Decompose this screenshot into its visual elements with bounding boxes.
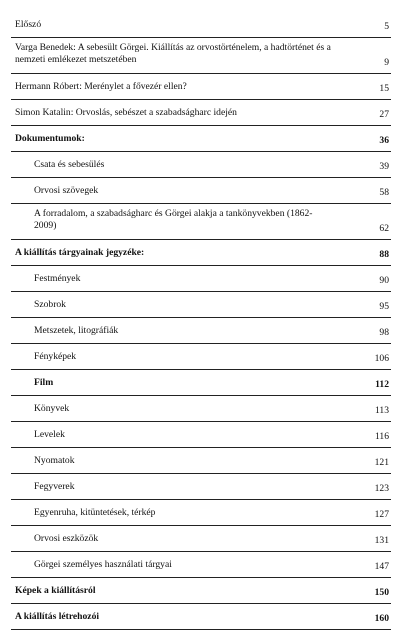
- toc-entry-page: 106: [374, 353, 389, 364]
- toc-entry-simon-katalin: [11, 100, 391, 126]
- toc-entry-page: 98: [379, 327, 389, 338]
- toc-subentry-festmenyek: [11, 266, 391, 292]
- toc-subentry-levelek: [11, 422, 391, 448]
- toc-entry-page: 62: [379, 223, 389, 234]
- toc-section-page: 160: [374, 613, 389, 624]
- toc-subentry-orvosi-eszkozok: [11, 526, 391, 552]
- toc-entry-page: 15: [379, 83, 389, 94]
- toc-entry-title: Csata és sebesülés: [34, 159, 105, 170]
- toc-entry-title: A forradalom, a szabadságharc és Görgei alakja a tankönyvekben (1862- 2009): [34, 208, 313, 231]
- toc-subentry-gorgei-targyai: [11, 552, 391, 578]
- toc-entry-title: Szobrok: [34, 299, 66, 310]
- toc-entry-page: 58: [379, 187, 389, 198]
- toc-entry-page: 123: [374, 483, 389, 494]
- toc-section-title: Dokumentumok:: [15, 133, 85, 144]
- toc-subentry-egyenruha: [11, 500, 391, 526]
- toc-subentry-fenykepek: [11, 344, 391, 370]
- toc-subentry-metszetek: [11, 318, 391, 344]
- toc-entry-eloszo: [11, 12, 391, 38]
- toc-entry-title: Simon Katalin: Orvoslás, sebészet a szabadságharc idején: [15, 107, 237, 118]
- toc-section-letrehozok: [11, 604, 391, 630]
- toc-entry-page: 39: [379, 161, 389, 172]
- toc-entry-title: Varga Benedek: A sebesült Görgei. Kiállítás az orvostörténelem, a hadtörténet és a nemzeti emlékezet metszetében: [15, 42, 331, 65]
- toc-entry-hermann-robert: [11, 74, 391, 100]
- toc-section-page: 88: [379, 249, 389, 260]
- toc-section-kepek: [11, 578, 391, 604]
- toc-subentry-konyvek: [11, 396, 391, 422]
- toc-entry-page: 116: [374, 431, 389, 442]
- table-of-contents: [11, 12, 391, 630]
- toc-subentry-film: [11, 370, 391, 396]
- toc-entry-page: 147: [374, 561, 389, 572]
- toc-section-title: A kiállítás létrehozói: [15, 611, 100, 622]
- toc-entry-page: 95: [379, 301, 389, 312]
- toc-entry-title: Előszó: [15, 19, 42, 30]
- toc-subentry-csata: [11, 152, 391, 178]
- toc-entry-page: 9: [384, 57, 389, 68]
- toc-entry-page: 27: [379, 109, 389, 120]
- toc-entry-page: 90: [379, 275, 389, 286]
- toc-entry-title: Hermann Róbert: Merénylet a fővezér ellen?: [15, 81, 187, 92]
- toc-subentry-fegyverek: [11, 474, 391, 500]
- toc-subentry-tankonyvek: [11, 204, 391, 240]
- toc-entry-page: 113: [374, 405, 389, 416]
- toc-section-targyak-jegyzeke: [11, 240, 391, 266]
- toc-entry-page: 121: [374, 457, 389, 468]
- toc-entry-title: Film: [34, 377, 54, 388]
- toc-entry-title: Fegyverek: [34, 481, 75, 492]
- toc-section-title: A kiállítás tárgyainak jegyzéke:: [15, 247, 145, 258]
- toc-subentry-szobrok: [11, 292, 391, 318]
- toc-entry-title: Orvosi eszközök: [34, 533, 99, 544]
- toc-section-page: 36: [379, 135, 389, 146]
- toc-entry-title: Nyomatok: [34, 455, 75, 466]
- toc-entry-page: 112: [375, 379, 389, 390]
- toc-entry-varga-benedek: [11, 38, 391, 74]
- toc-section-dokumentumok: [11, 126, 391, 152]
- toc-entry-title: Könyvek: [34, 403, 70, 414]
- toc-section-title: Képek a kiállításról: [15, 585, 96, 596]
- toc-entry-title: Egyenruha, kitüntetések, térkép: [34, 507, 156, 518]
- toc-entry-page: 127: [374, 509, 389, 520]
- toc-entry-title: Metszetek, litográfiák: [34, 325, 119, 336]
- toc-subentry-nyomatok: [11, 448, 391, 474]
- toc-entry-title: Fényképek: [34, 351, 77, 362]
- toc-entry-page: 5: [384, 21, 389, 32]
- toc-entry-page: 131: [374, 535, 389, 546]
- toc-subentry-orvosi-szovegek: [11, 178, 391, 204]
- toc-entry-title: Görgei személyes használati tárgyai: [34, 559, 172, 570]
- toc-entry-title: Levelek: [34, 429, 65, 440]
- toc-entry-title: Festmények: [34, 273, 81, 284]
- toc-entry-title: Orvosi szövegek: [34, 185, 99, 196]
- toc-section-page: 150: [374, 587, 389, 598]
